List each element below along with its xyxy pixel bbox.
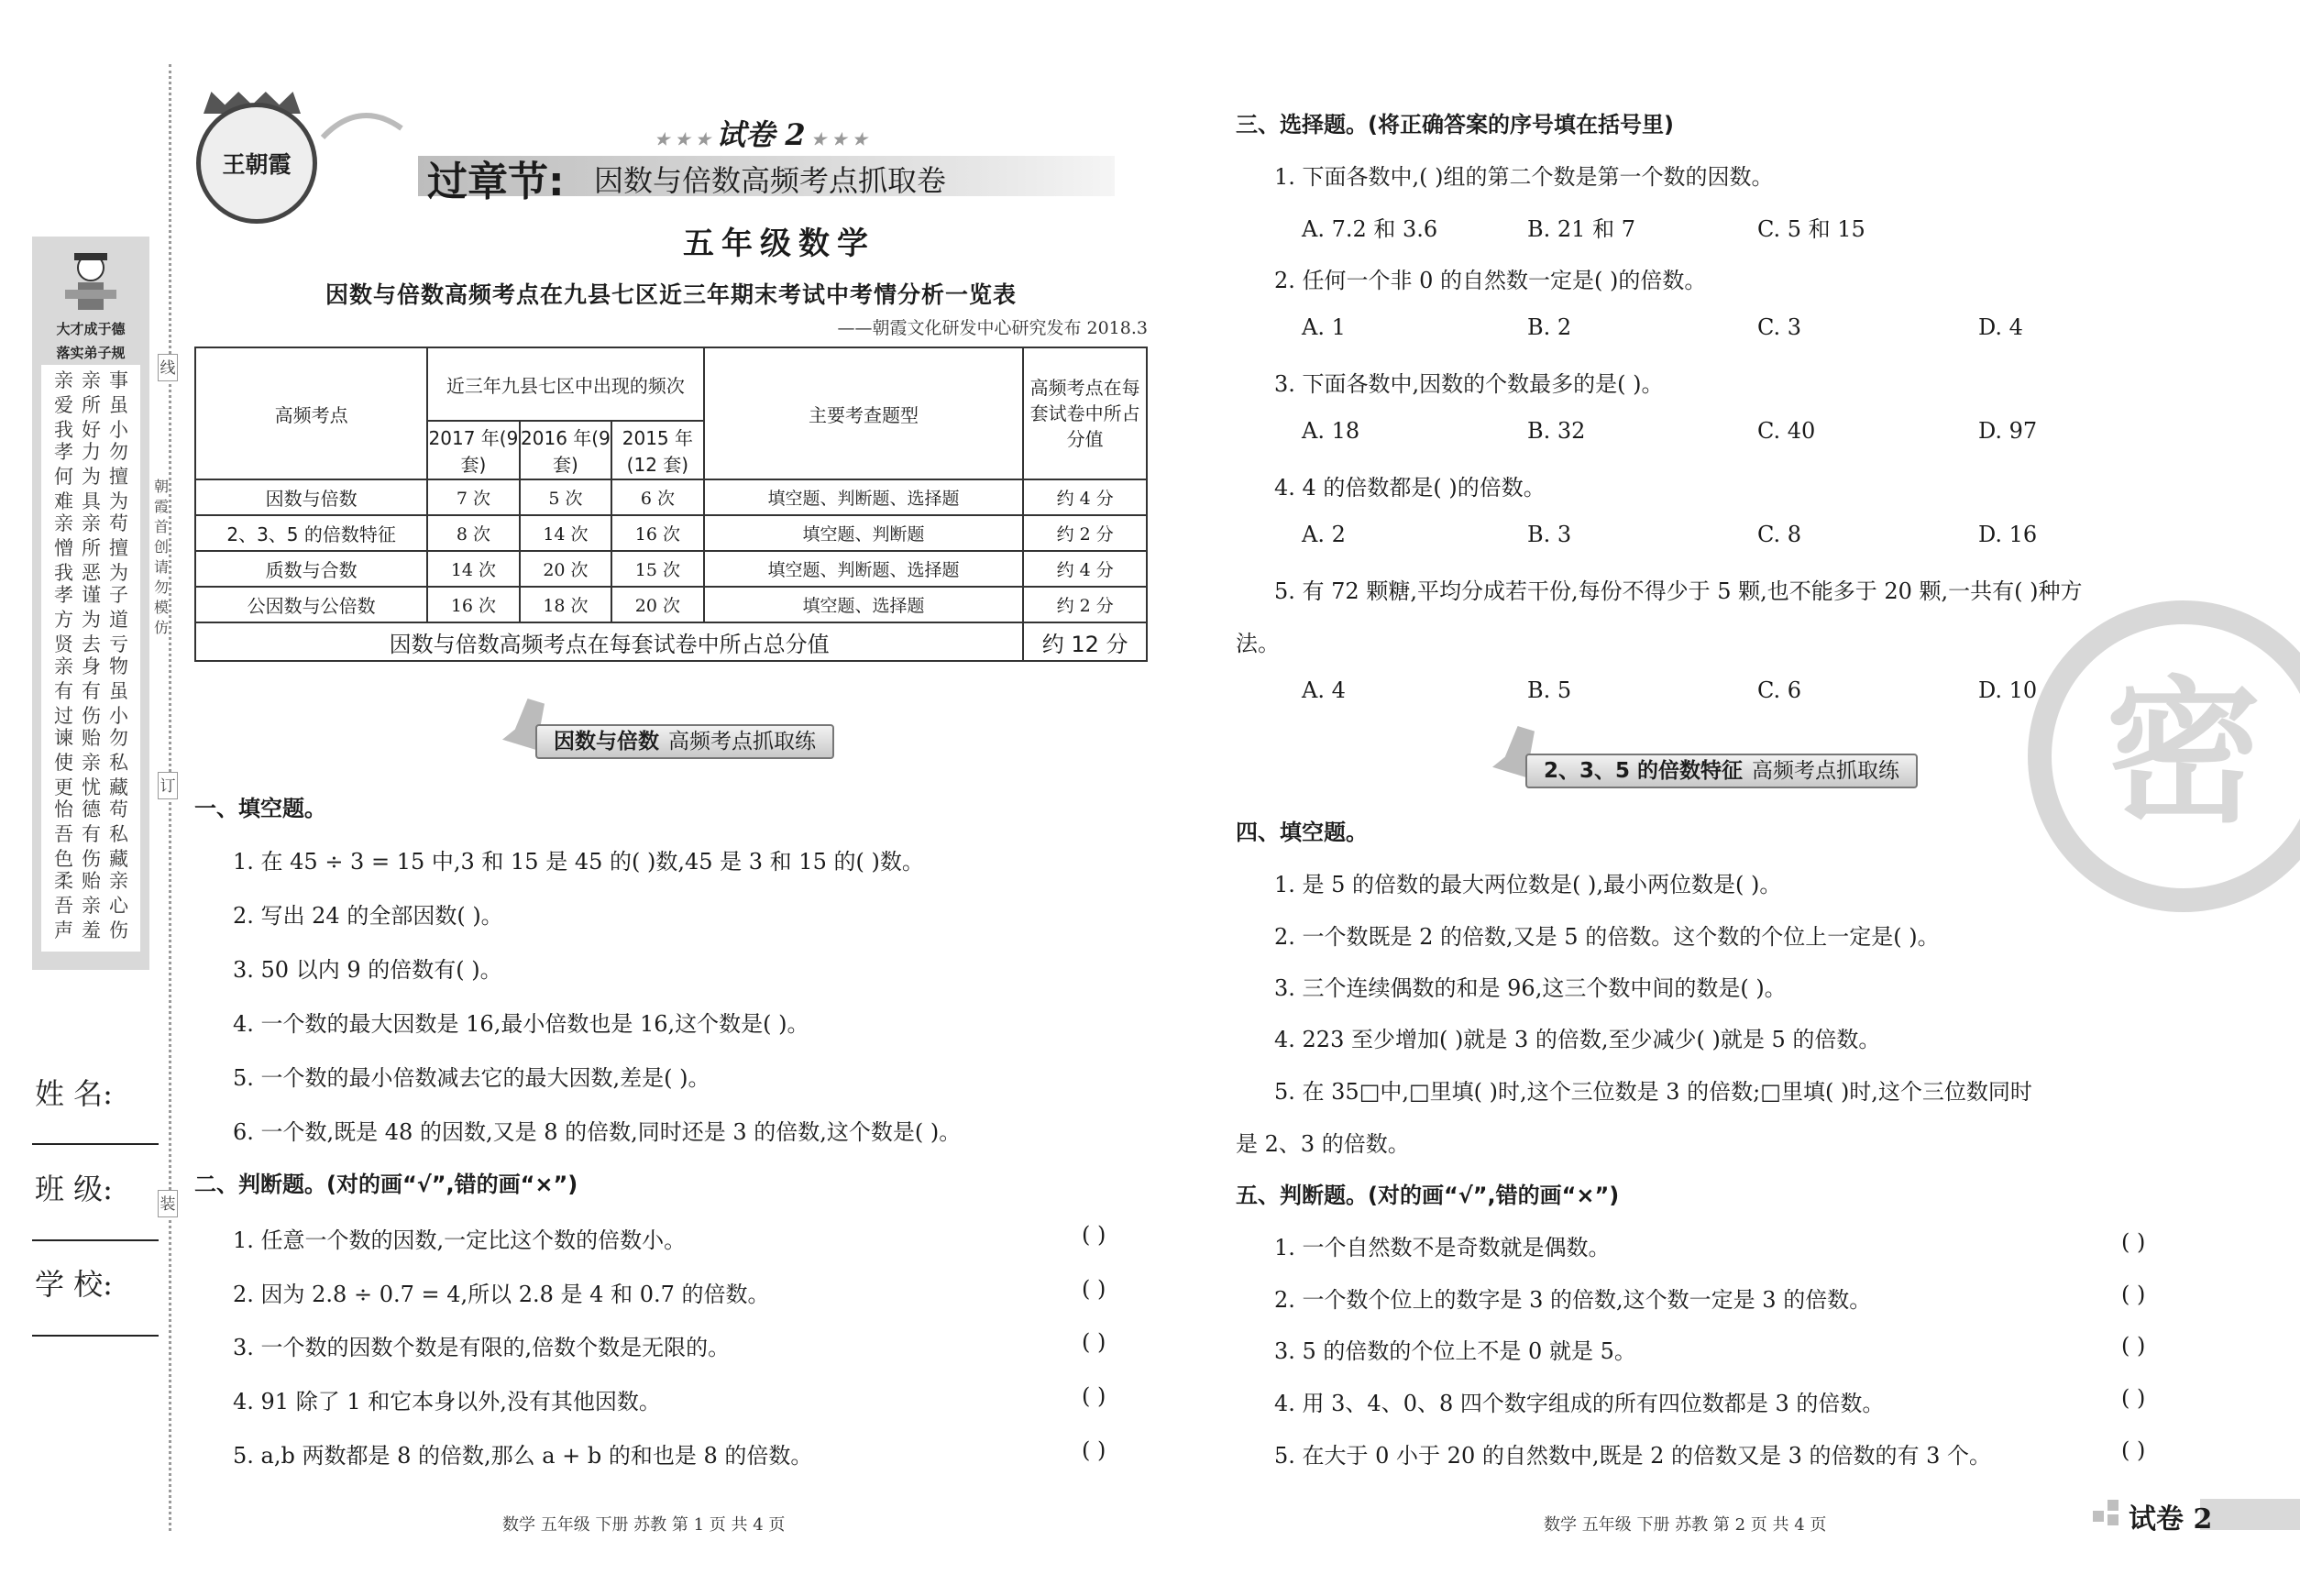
- verse-col: 孝何难: [54, 441, 73, 512]
- verse-col: 谏使更: [54, 727, 73, 798]
- cell-2016: 18 次: [520, 587, 611, 622]
- binding-strip: [32, 237, 149, 970]
- part5-title: 五、判断题。(对的画“√”,错的画“×”): [1236, 1183, 1620, 1208]
- motto: [36, 317, 146, 365]
- question: 3. 50 以内 9 的倍数有( )。: [233, 957, 502, 983]
- option: A. 18: [1302, 418, 1360, 444]
- cell-topic: 因数与倍数: [195, 479, 427, 515]
- verse-col: 亲所恶: [82, 512, 101, 584]
- ribbon-icon: [321, 101, 403, 156]
- th-type: 主要考查题型: [704, 347, 1024, 479]
- option: A. 2: [1302, 522, 1346, 547]
- verse-col: 贻亲羞: [82, 870, 101, 941]
- question: 3. 5 的倍数的个位上不是 0 就是 5。: [1274, 1338, 1636, 1364]
- answer-paren[interactable]: ( ): [1082, 1437, 1106, 1463]
- answer-paren[interactable]: ( ): [2121, 1385, 2146, 1411]
- question: 4. 91 除了 1 和它本身以外,没有其他因数。: [233, 1389, 661, 1414]
- cell-2015: 20 次: [611, 587, 703, 622]
- deco-square-icon: [2107, 1514, 2118, 1525]
- star-deco-icon: ★ ★ ★: [805, 130, 867, 149]
- total-value: 约 12 分: [1023, 622, 1147, 661]
- part3-title: 三、选择题。(将正确答案的序号填在括号里): [1236, 112, 1674, 138]
- option: B. 5: [1527, 677, 1572, 703]
- star-deco-icon: ★ ★ ★: [655, 130, 717, 149]
- table-row: [195, 515, 1147, 551]
- th-topic: 高频考点: [195, 347, 427, 479]
- binding-mark-order: 订: [158, 772, 178, 799]
- deco-square-icon: [2093, 1511, 2104, 1522]
- binding-mark-line: 线: [158, 354, 178, 381]
- cell-2015: 15 次: [611, 551, 703, 587]
- cell-2017: 8 次: [427, 515, 519, 551]
- option: C. 40: [1757, 418, 1816, 444]
- verse-col: 柔吾声: [54, 870, 73, 941]
- title-sub: 因数与倍数高频考点抓取卷: [594, 163, 947, 198]
- verse-col: 物虽小: [109, 655, 128, 727]
- cell-type: 填空题、判断题、选择题: [704, 479, 1024, 515]
- question: 1. 是 5 的倍数的最大两位数是( ),最小两位数是( )。: [1274, 872, 1782, 897]
- table-title: 因数与倍数高频考点在九县七区近三年期末考试中考情分析一览表: [325, 281, 1017, 308]
- question: 5. a,b 两数都是 8 的倍数,那么 a + b 的和也是 8 的倍数。: [233, 1443, 813, 1469]
- question: 1. 下面各数中,( )组的第二个数是第一个数的因数。: [1274, 164, 1774, 190]
- th-2017: 2017 年(9 套): [427, 421, 519, 479]
- cell-2016: 5 次: [520, 479, 611, 515]
- part1-title: 一、填空题。: [194, 796, 326, 821]
- subject-grade: 五年级数学: [683, 226, 875, 262]
- question: 4. 223 至少增加( )就是 3 的倍数,至少减少( )就是 5 的倍数。: [1274, 1027, 1881, 1052]
- verse-col: 亲爱我: [54, 369, 73, 441]
- verse-col: 孝方贤: [54, 584, 73, 655]
- cell-type: 填空题、判断题、选择题: [704, 551, 1024, 587]
- question: 6. 一个数,既是 48 的因数,又是 8 的倍数,同时还是 3 的倍数,这个数是( )。: [233, 1119, 962, 1145]
- verse-col: 苟擅为: [109, 512, 128, 584]
- verse-col: 怡吾色: [54, 798, 73, 870]
- verse-col: 身有伤: [82, 655, 101, 727]
- cell-2015: 6 次: [611, 479, 703, 515]
- table-row: [195, 551, 1147, 587]
- answer-paren[interactable]: ( ): [1082, 1383, 1106, 1409]
- option: A. 4: [1302, 677, 1346, 703]
- th-2015: 2015 年(12 套): [611, 421, 703, 479]
- title-main: 过章节:: [427, 159, 565, 205]
- tag-bold: 2、3、5 的倍数特征: [1544, 759, 1744, 783]
- option: D. 97: [1978, 418, 2038, 444]
- name-field[interactable]: [32, 1143, 159, 1145]
- verse-col: 事虽小: [109, 369, 128, 441]
- verse-col: 勿私藏: [109, 727, 128, 798]
- option: B. 3: [1527, 522, 1572, 547]
- th-score: 高频考点在每套试卷中所占分值: [1023, 347, 1147, 479]
- frequency-table: [194, 347, 1148, 662]
- question: 3. 下面各数中,因数的个数最多的是( )。: [1274, 371, 1664, 397]
- option: A. 7.2 和 3.6: [1302, 216, 1438, 242]
- option: C. 6: [1757, 677, 1802, 703]
- school-field[interactable]: [32, 1335, 159, 1337]
- option: B. 2: [1527, 314, 1572, 340]
- verse-col: 勿擅为: [109, 441, 128, 512]
- answer-paren[interactable]: ( ): [1082, 1222, 1106, 1248]
- cell-score: 约 2 分: [1023, 515, 1147, 551]
- option: C. 3: [1757, 314, 1802, 340]
- cell-2016: 20 次: [520, 551, 611, 587]
- verse-col: 亲所好: [82, 369, 101, 441]
- section-tag-factors: [535, 724, 834, 759]
- question: 1. 在 45 ÷ 3 = 15 中,3 和 15 是 45 的( )数,45 是 3 和 15 的( )数。: [233, 849, 924, 875]
- option: D. 16: [1978, 522, 2038, 547]
- cell-topic: 2、3、5 的倍数特征: [195, 515, 427, 551]
- student-illustration: [61, 248, 120, 314]
- option: C. 8: [1757, 522, 1802, 547]
- cell-2017: 7 次: [427, 479, 519, 515]
- name-label: 姓 名:: [35, 1076, 113, 1111]
- cell-topic: 质数与合数: [195, 551, 427, 587]
- option: D. 10: [1978, 677, 2038, 703]
- question: 1. 任意一个数的因数,一定比这个数的倍数小。: [233, 1227, 687, 1253]
- option: C. 5 和 15: [1757, 216, 1865, 242]
- verse-col: 谨为去: [82, 584, 101, 655]
- verse-col: 亲心伤: [109, 870, 128, 941]
- question: 4. 用 3、4、0、8 四个数字组成的所有四位数都是 3 的倍数。: [1274, 1391, 1885, 1416]
- total-label: 因数与倍数高频考点在每套试卷中所占总分值: [195, 622, 1023, 661]
- answer-paren[interactable]: ( ): [2121, 1333, 2146, 1359]
- option: B. 21 和 7: [1527, 216, 1635, 242]
- th-frequency: 近三年九县七区中出现的频次: [427, 347, 703, 421]
- question: 2. 一个数个位上的数字是 3 的倍数,这个数一定是 3 的倍数。: [1274, 1287, 1872, 1313]
- question: 4. 一个数的最大因数是 16,最小倍数也是 16,这个数是( )。: [233, 1011, 809, 1037]
- tag-rest: 高频考点抓取练: [1752, 759, 1900, 783]
- part4-title: 四、填空题。: [1236, 820, 1368, 845]
- table-total-row: [195, 622, 1147, 661]
- verse-panel: [41, 365, 140, 952]
- table-header-row: [195, 347, 1147, 421]
- question-continued: 是 2、3 的倍数。: [1236, 1131, 1410, 1157]
- cell-2015: 16 次: [611, 515, 703, 551]
- question: 2. 写出 24 的全部因数( )。: [233, 903, 503, 929]
- answer-paren[interactable]: ( ): [1082, 1276, 1106, 1302]
- footer-right: 数学 五年级 下册 苏教 第 2 页 共 4 页: [1544, 1515, 1827, 1535]
- cell-2017: 16 次: [427, 587, 519, 622]
- deco-square-icon: [2107, 1500, 2118, 1511]
- publisher-badge: 王朝霞: [196, 103, 317, 224]
- question: 2. 一个数既是 2 的倍数,又是 5 的倍数。这个数的个位上一定是( )。: [1274, 924, 1940, 950]
- question: 5. 一个数的最小倍数减去它的最大因数,差是( )。: [233, 1065, 710, 1091]
- verse-col: 亲有过: [54, 655, 73, 727]
- answer-paren[interactable]: ( ): [2121, 1229, 2146, 1255]
- option: A. 1: [1302, 314, 1346, 340]
- footer-left: 数学 五年级 下册 苏教 第 1 页 共 4 页: [502, 1515, 786, 1535]
- cell-score: 约 4 分: [1023, 479, 1147, 515]
- school-label: 学 校:: [35, 1267, 113, 1302]
- table-source: ——朝霞文化研发中心研究发布 2018.3: [837, 318, 1148, 338]
- exam-number: [633, 112, 889, 154]
- question: 5. 有 72 颗糖,平均分成若干份,每份不得少于 5 颗,也不能多于 20 颗,一共有( )种方: [1274, 578, 2083, 604]
- section-tag-multiples: [1525, 754, 1918, 788]
- verse-col: 贻亲忧: [82, 727, 101, 798]
- question: 2. 因为 2.8 ÷ 0.7 = 4,所以 2.8 是 4 和 0.7 的倍数。: [233, 1282, 770, 1307]
- question: 5. 在大于 0 小于 20 的自然数中,既是 2 的倍数又是 3 的倍数的有 3 个。: [1274, 1443, 1992, 1469]
- verse-col: 力为具: [82, 441, 101, 512]
- table-row: [195, 479, 1147, 515]
- cell-score: 约 2 分: [1023, 587, 1147, 622]
- class-label: 班 级:: [35, 1172, 113, 1206]
- cell-2017: 14 次: [427, 551, 519, 587]
- question-continued: 法。: [1236, 631, 1280, 656]
- corner-band: [2200, 1499, 2300, 1530]
- question: 5. 在 35□中,□里填( )时,这个三位数是 3 的倍数;□里填( )时,这个三位数同时: [1274, 1079, 2032, 1105]
- cell-topic: 公因数与公倍数: [195, 587, 427, 622]
- cell-type: 填空题、判断题: [704, 515, 1024, 551]
- binding-mark-bind: 装: [158, 1190, 178, 1217]
- answer-paren[interactable]: ( ): [1082, 1329, 1106, 1355]
- confidential-stamp: 密: [2028, 600, 2300, 912]
- question: 3. 一个数的因数个数是有限的,倍数个数是无限的。: [233, 1335, 731, 1360]
- verse-col: 子道亏: [109, 584, 128, 655]
- motto-line-1: 大才成于德: [56, 321, 126, 337]
- question: 3. 三个连续偶数的和是 96,这三个数中间的数是( )。: [1274, 975, 1787, 1001]
- verse-col: 苟私藏: [109, 798, 128, 870]
- cell-type: 填空题、选择题: [704, 587, 1024, 622]
- th-2016: 2016 年(9 套): [520, 421, 611, 479]
- corner-exam-label: 试卷 2: [2129, 1503, 2213, 1535]
- question: 4. 4 的倍数都是( )的倍数。: [1274, 475, 1546, 501]
- question: 1. 一个自然数不是奇数就是偶数。: [1274, 1235, 1611, 1260]
- cell-score: 约 4 分: [1023, 551, 1147, 587]
- part2-title: 二、判断题。(对的画“√”,错的画“×”): [194, 1172, 578, 1197]
- cell-2016: 14 次: [520, 515, 611, 551]
- answer-paren[interactable]: ( ): [2121, 1282, 2146, 1307]
- motto-line-2: 落实弟子规: [56, 345, 126, 361]
- exam-number-text: 试卷 2: [716, 117, 806, 152]
- copyright-note: 朝霞首创请勿模仿: [153, 478, 169, 636]
- table-row: [195, 587, 1147, 622]
- answer-paren[interactable]: ( ): [2121, 1437, 2146, 1463]
- option: B. 32: [1527, 418, 1586, 444]
- option: D. 4: [1978, 314, 2023, 340]
- verse-col: 德有伤: [82, 798, 101, 870]
- class-field[interactable]: [32, 1239, 159, 1241]
- verse-col: 亲憎我: [54, 512, 73, 584]
- tag-bold: 因数与倍数: [554, 730, 659, 754]
- tag-rest: 高频考点抓取练: [668, 730, 816, 754]
- question: 2. 任何一个非 0 的自然数一定是( )的倍数。: [1274, 268, 1707, 293]
